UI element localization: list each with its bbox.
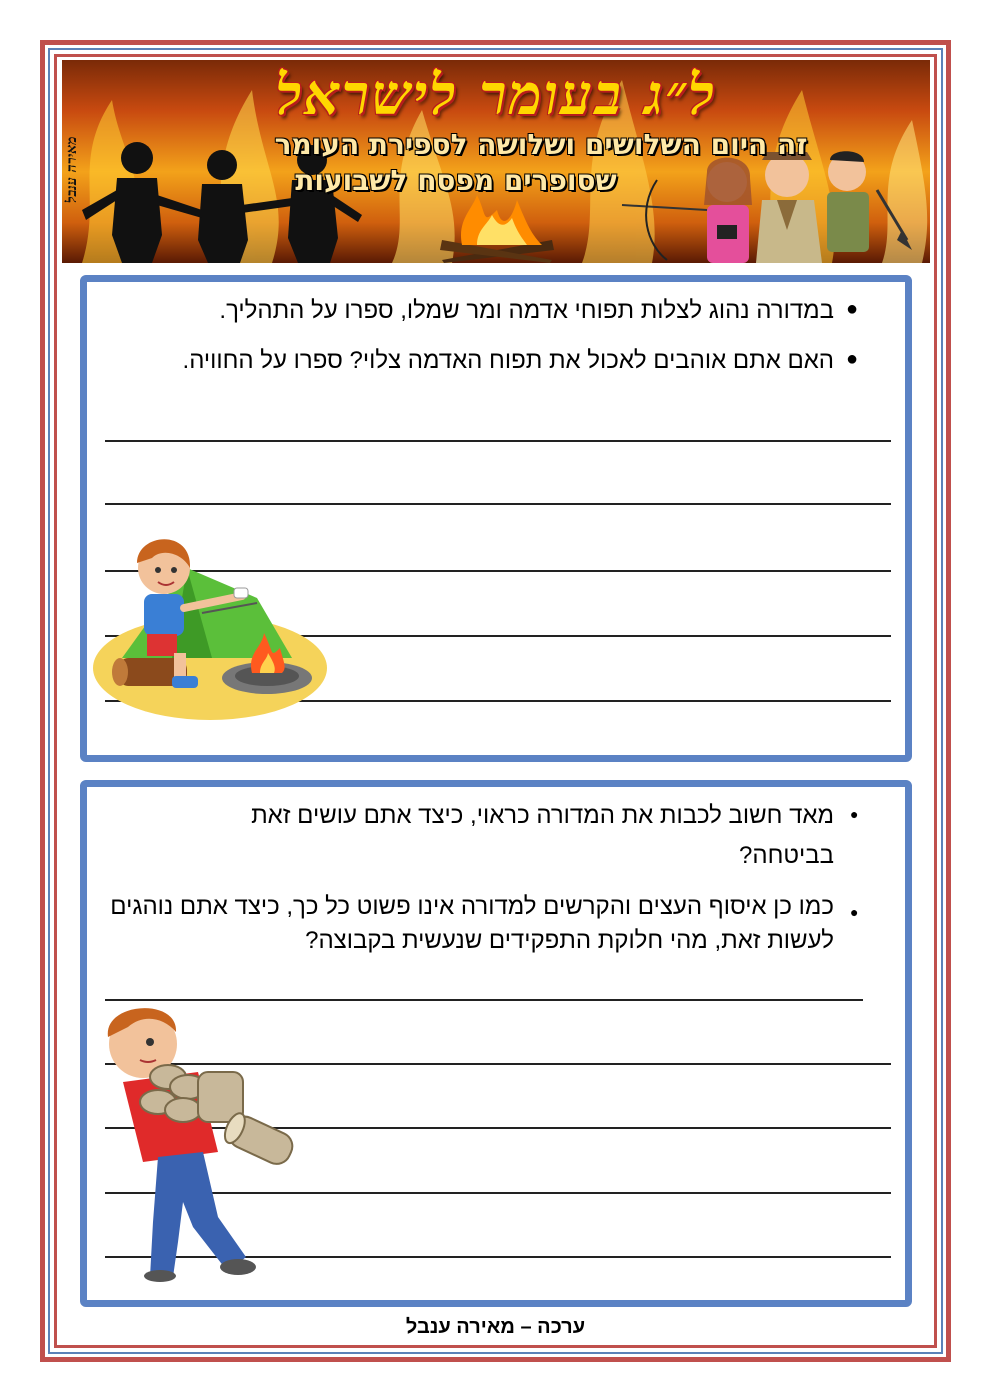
answer-line[interactable]	[105, 503, 891, 505]
bullet-icon: ●	[850, 806, 859, 822]
question-2: האם אתם אוהבים לאכול את תפוח האדמה צלוי? ספרו על החוויה.	[182, 347, 834, 374]
bullet-icon: ●	[850, 904, 859, 920]
question-1: במדורה נהוג לצלות תפוחי אדמה ומר שמלו, ספרו על התהליך.	[219, 297, 834, 324]
banner-subtitle-2: שסופרים מפסח לשבועות	[295, 164, 617, 197]
answer-line[interactable]	[105, 999, 863, 1001]
artist-signature: מאירה ענבל	[64, 136, 80, 204]
bullet-icon: ●	[846, 298, 859, 320]
bullet-icon: ●	[846, 348, 859, 370]
question-3: מאד חשוב לכבות את המדורה כראוי, כיצד אתם עושים זאת בביטחה?	[251, 802, 834, 869]
banner-subtitle-1: זה היום השלושים ושלושה לספירת העומר	[274, 128, 808, 161]
boy-campfire-illustration	[92, 528, 332, 728]
banner-title: ל״ג בעומר לישראל	[275, 62, 717, 128]
answer-line[interactable]	[105, 440, 891, 442]
boy-firewood-illustration	[88, 1002, 318, 1282]
question-4: כמו כן איסוף העצים והקרשים למדורה אינו פשוט כל כך, כיצד אתם נוהגים לעשות זאת, מהי חלוקת התפקידים שנעשית בקבוצה?	[110, 893, 834, 954]
header-banner	[62, 60, 930, 263]
author-credit: ערכה – מאירה ענבל	[405, 1316, 586, 1338]
